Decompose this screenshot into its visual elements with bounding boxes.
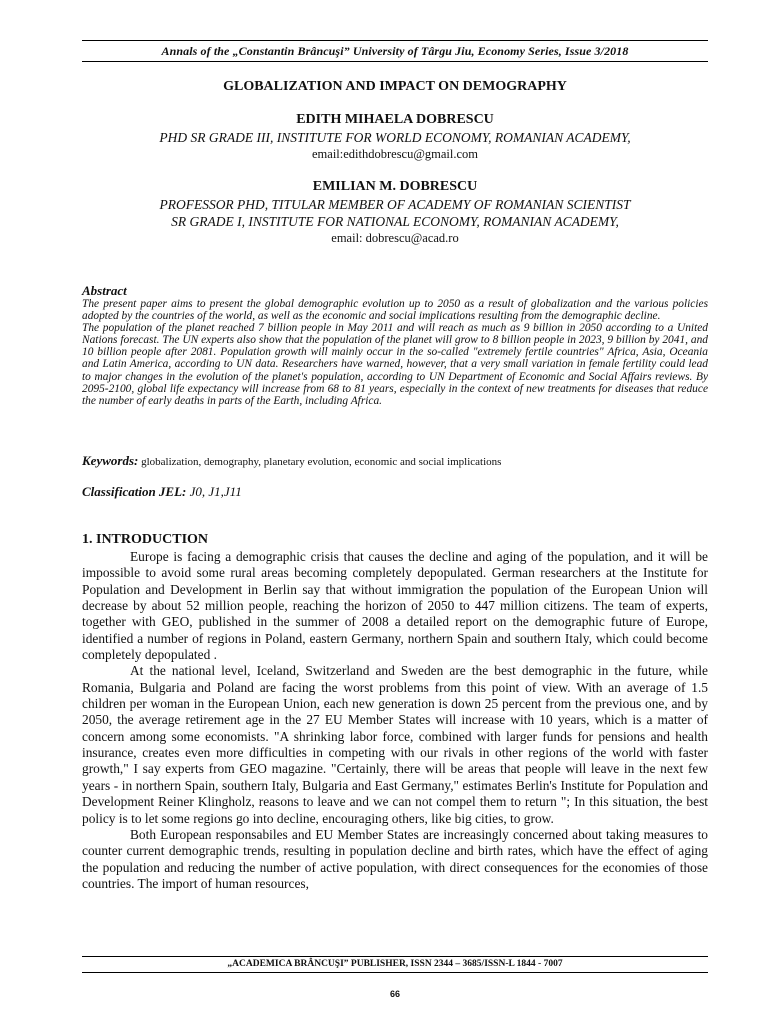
- author-name: EMILIAN M. DOBRESCU: [312, 179, 478, 194]
- section-heading: 1. INTRODUCTION: [82, 532, 209, 547]
- abstract-paragraph: The present paper aims to present the global demographic evolution up to 2050 as a result of globalization and the various policies adopted by the countries of the world, as well as the economic and social implications resulting from the demographic decline.: [82, 298, 708, 323]
- jel-classification: [82, 484, 242, 500]
- paper-title: GLOBALIZATION AND IMPACT ON DEMOGRAPHY: [223, 79, 567, 94]
- body-paragraph: Europe is facing a demographic crisis that causes the decline and aging of the population, and it will be impossible to avoid some rural areas becoming completely depopulated. German researchers at the Institute for Population and Development in Berlin say that without immigration the population of the European Union will decrease by about 52 million people, reaching the horizon of 2050 to 447 million citizens. The team of experts, together with GEO, published in the summer of 2008 a detailed report on the demographic future of Europe, identified a number of regions in Poland, eastern Germany, northern Spain and southern Italy, which could become completely depopulated .: [82, 549, 708, 663]
- keywords: [82, 454, 708, 469]
- keywords-text: globalization, demography, planetary evolution, economic and social implications: [141, 456, 502, 468]
- publisher-footer: „ACADEMICA BRÂNCUŞI” PUBLISHER, ISSN 2344 – 3685/ISSN-L 1844 - 7007: [227, 959, 563, 969]
- body-text: [82, 549, 708, 892]
- jel-codes: J0, J1,J11: [189, 484, 242, 499]
- header-rule-bottom: [82, 61, 708, 62]
- author-email: email:edithdobrescu@gmail.com: [312, 147, 478, 161]
- footer-rule-bottom: [82, 972, 708, 973]
- author-affiliation: PHD SR GRADE III, INSTITUTE FOR WORLD ECONOMY, ROMANIAN ACADEMY,: [159, 130, 631, 145]
- keywords-label: Keywords:: [82, 453, 139, 468]
- header-rule: [82, 40, 708, 41]
- author-affiliation: PROFESSOR PHD, TITULAR MEMBER OF ACADEMY OF ROMANIAN SCIENTIST: [159, 197, 631, 212]
- journal-header: Annals of the „Constantin Brâncuşi” University of Târgu Jiu, Economy Series, Issue 3/2018: [161, 44, 629, 58]
- jel-label: Classification JEL:: [82, 484, 187, 499]
- abstract-heading: Abstract: [82, 283, 127, 298]
- author-1: [82, 111, 708, 163]
- abstract: [82, 298, 708, 407]
- author-2: [82, 178, 708, 247]
- footer-rule: [82, 956, 708, 957]
- author-affiliation: SR GRADE I, INSTITUTE FOR NATIONAL ECONOMY, ROMANIAN ACADEMY,: [171, 214, 619, 229]
- author-name: EDITH MIHAELA DOBRESCU: [296, 112, 494, 127]
- author-email: email: dobrescu@acad.ro: [331, 231, 459, 245]
- abstract-paragraph: The population of the planet reached 7 billion people in May 2011 and will reach as much as 9 billion in 2050 according to a United Nations forecast. The UN experts also show that the population of the planet will grow to 8 billion people in 2023, 9 billion by 2041, and 10 billion people after 2081. Population growth will mainly occur in the so-called "extremely fertile countries" Africa, Asia, Oceania and Latin America, according to UN data. Researchers have warned, however, that a very small variation in female fertility could lead to major changes in the evolution of the planet's population, according to UN Department of Economic and Social Affairs reviews. By 2095-2100, global life expectancy will increase from 68 to 81 years, especially in the context of new treatments for diseases that reduce the number of early deaths in parts of the Earth, including Africa.: [82, 322, 708, 407]
- body-paragraph: Both European responsabiles and EU Member States are increasingly concerned about taking measures to counter current demographic trends, resulting in population decline and birth rates, which have the effect of aging the population and reducing the number of active population, with direct consequences for the economies of those countries. The import of human resources,: [82, 826, 708, 891]
- body-paragraph: At the national level, Iceland, Switzerland and Sweden are the best demographic in the future, while Romania, Bulgaria and Poland are facing the worst problems from this point of view. With an average of 1.5 children per woman in the European Union, each new generation is down 25 percent from the previous one, and by 2050, the average retirement age in the 27 EU Member States will increase with 10 years, which is a matter of concern among some economists. "A shrinking labor force, combined with larger funds for pensions and health insurance, creates even more difficulties in competing with our rivals in other regions of the world with faster growth," I say experts from GEO magazine. "Certainly, there will be areas that people will leave in the next few years - in northern Spain, southern Italy, Bulgaria and East Germany," estimates Berlin's Institute for Population and Development Reiner Klingholz, reasons to leave and we can not compel them to return "; In this situation, the best policy is to let some regions go into decline, encouraging others, like big cities, to grow.: [82, 663, 708, 826]
- page-number: 66: [389, 989, 400, 999]
